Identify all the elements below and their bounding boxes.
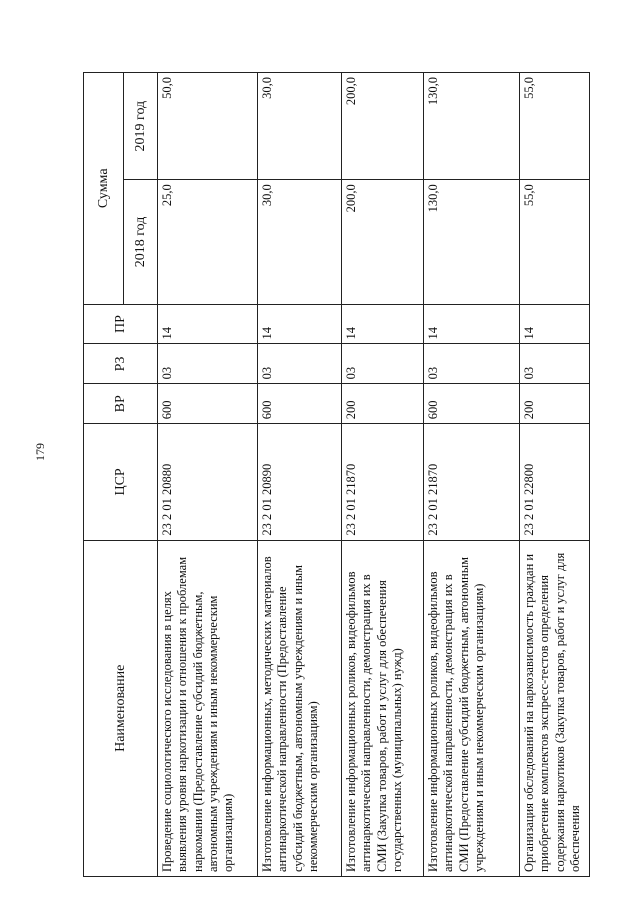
cell-year-2019: 200,0 bbox=[342, 73, 424, 180]
cell-year-2019: 50,0 bbox=[158, 73, 258, 180]
cell-pr: 14 bbox=[342, 304, 424, 344]
page-number: 179 bbox=[33, 443, 47, 461]
table-row bbox=[520, 73, 590, 877]
cell-name: Изготовление информационных роликов, видеофильмов антинаркотической направленности, демонстрация их в СМИ (Закупка товаров, работ и услуг для обеспечения государственных (муниципальных) нужд) bbox=[342, 540, 424, 876]
cell-pr: 14 bbox=[424, 304, 520, 344]
cell-pr: 14 bbox=[520, 304, 590, 344]
cell-year-2019: 130,0 bbox=[424, 73, 520, 180]
cell-csr: 23 2 01 21870 bbox=[342, 424, 424, 540]
cell-csr: 23 2 01 20880 bbox=[158, 424, 258, 540]
cell-csr: 23 2 01 22800 bbox=[520, 424, 590, 540]
header-rz: РЗ bbox=[84, 344, 158, 384]
cell-name: Изготовление информационных, методических материалов антинаркотической направленности (Предоставление субсидий бюджетным, автономным учреждениям и иным некоммерческим организациям) bbox=[258, 540, 342, 876]
cell-rz: 03 bbox=[258, 344, 342, 384]
cell-pr: 14 bbox=[158, 304, 258, 344]
cell-csr: 23 2 01 21870 bbox=[424, 424, 520, 540]
cell-rz: 03 bbox=[520, 344, 590, 384]
cell-rz: 03 bbox=[424, 344, 520, 384]
rotated-table-container bbox=[83, 72, 593, 877]
header-name: Наименование bbox=[84, 540, 158, 876]
cell-csr: 23 2 01 20890 bbox=[258, 424, 342, 540]
cell-year-2019: 55,0 bbox=[520, 73, 590, 180]
cell-vr: 600 bbox=[158, 384, 258, 424]
table-row bbox=[158, 73, 258, 877]
cell-rz: 03 bbox=[158, 344, 258, 384]
cell-vr: 600 bbox=[424, 384, 520, 424]
cell-name: Изготовление информационных роликов, видеофильмов антинаркотической направленности, демонстрация их в СМИ (Предоставление субсидий бюджетным, автономным учреждениям и иным некоммерческим организациям) bbox=[424, 540, 520, 876]
cell-vr: 200 bbox=[520, 384, 590, 424]
cell-vr: 200 bbox=[342, 384, 424, 424]
cell-year-2018: 30,0 bbox=[258, 180, 342, 304]
header-year-2018: 2018 год bbox=[124, 180, 158, 304]
cell-year-2018: 25,0 bbox=[158, 180, 258, 304]
cell-name: Проведение социологического исследования в целях выявления уровня наркотизации и отношения к проблемам наркомании (Предоставление субсидий бюджетным, автономным учреждениям и иным некоммерческим организациям) bbox=[158, 540, 258, 876]
header-pr: ПР bbox=[84, 304, 158, 344]
header-row-1 bbox=[84, 73, 124, 877]
cell-year-2019: 30,0 bbox=[258, 73, 342, 180]
cell-name: Организация обследований на наркозависимость граждан и приобретение комплектов экспресс-тестов определения содержания наркотиков (Закупка товаров, работ и услуг для обеспечения bbox=[520, 540, 590, 876]
table-row bbox=[342, 73, 424, 877]
budget-table bbox=[83, 72, 590, 877]
cell-vr: 600 bbox=[258, 384, 342, 424]
header-year-2019: 2019 год bbox=[124, 73, 158, 180]
cell-year-2018: 55,0 bbox=[520, 180, 590, 304]
cell-year-2018: 130,0 bbox=[424, 180, 520, 304]
header-vr: ВР bbox=[84, 384, 158, 424]
cell-pr: 14 bbox=[258, 304, 342, 344]
table-row bbox=[424, 73, 520, 877]
cell-year-2018: 200,0 bbox=[342, 180, 424, 304]
header-csr: ЦСР bbox=[84, 424, 158, 540]
cell-rz: 03 bbox=[342, 344, 424, 384]
table-row bbox=[258, 73, 342, 877]
header-sum: Сумма bbox=[84, 73, 124, 305]
